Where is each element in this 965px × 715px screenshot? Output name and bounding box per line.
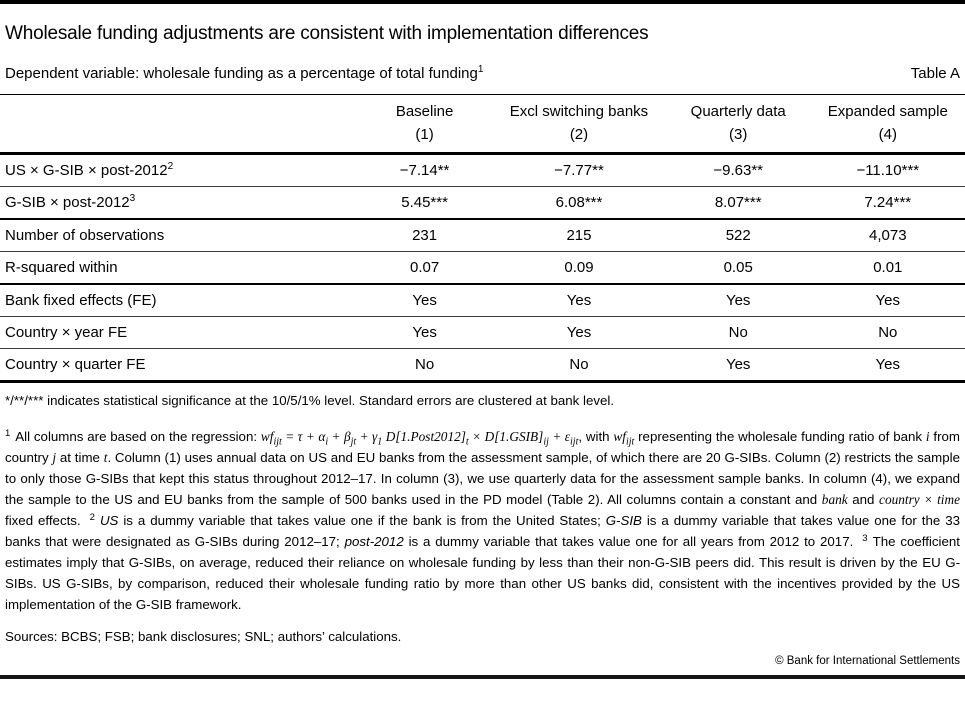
cell-value: Yes — [666, 349, 811, 382]
var-t: t — [103, 450, 108, 465]
row-label-text: Number of observations — [5, 227, 165, 244]
row-label-text: G-SIB × post-2012 — [5, 194, 130, 211]
footnotes-paragraph — [5, 426, 960, 615]
footnote-1-text: representing the wholesale funding ratio of bank — [634, 429, 926, 444]
table-row-country-year-fe — [0, 317, 965, 349]
formula-term: = τ + α — [281, 429, 326, 444]
footnote-2-marker: 2 — [89, 511, 95, 523]
cell-value: 0.09 — [492, 252, 666, 285]
formula-sub: 1 — [377, 436, 383, 448]
cell-value: 0.01 — [811, 252, 965, 285]
results-table — [0, 94, 965, 383]
formula-wf: wf — [260, 429, 274, 444]
var-i: i — [925, 429, 930, 444]
significance-note: */**/*** indicates statistical significance at the 10/5/1% level. Standard errors are clustered at bank level. — [5, 393, 615, 408]
column-number: (1) — [357, 123, 492, 154]
formula-term: + β — [328, 429, 351, 444]
footnote-1-marker: 1 — [5, 427, 11, 439]
table-label: Table A — [910, 65, 960, 82]
column-header: Quarterly data — [690, 103, 786, 120]
cell-value: 4,073 — [811, 219, 965, 252]
cell-value: No — [811, 317, 965, 349]
header-spacer — [0, 95, 357, 124]
var-gsib: G-SIB — [605, 513, 642, 528]
row-label — [0, 219, 357, 252]
copyright-notice: © Bank for International Settlements — [775, 655, 960, 667]
row-label-text: R-squared within — [5, 259, 118, 276]
subtitle-footnote-marker: 1 — [477, 64, 484, 75]
footnote-1-text: . Column (1) uses annual data on US and EU banks from the assessment sample, of which there are 20 G-SIBs. Column (2) restricts the sample to only those G-SIBs that kept this status throughout 2012–17. In column (3), we use quarterly data for the assessment sample banks. In column (4), we expand the sample to the US and EU banks from the sample of 500 banks used in the PD model (Table 2). All columns contain a constant and — [5, 450, 960, 507]
row-label — [0, 154, 357, 187]
footnote-1-text: All columns are based on the regression: — [15, 429, 261, 444]
var-bank: bank — [821, 492, 848, 507]
cell-value: 0.05 — [666, 252, 811, 285]
row-label — [0, 349, 357, 382]
sources-line: Sources: BCBS; FSB; bank disclosures; SNL; authors’ calculations. — [5, 629, 402, 644]
page-title: Wholesale funding adjustments are consistent with implementation differences — [5, 23, 649, 44]
cell-value: −7.77** — [492, 154, 666, 187]
row-label — [0, 317, 357, 349]
formula-sub: ij — [543, 436, 549, 448]
formula-wf-inline — [613, 429, 635, 448]
footnote-2-text: is a dummy variable that takes value one if the bank is from the United States; — [118, 513, 606, 528]
table-row-country-quarter-fe — [0, 349, 965, 382]
footnote-1-text: fixed effects. — [5, 513, 81, 528]
cell-value: No — [666, 317, 811, 349]
formula-term: × D[1.GSIB] — [468, 429, 544, 444]
cell-value: 8.07*** — [666, 187, 811, 220]
column-header-row — [0, 95, 965, 124]
table-row-observations — [0, 219, 965, 252]
formula-wf: wf — [613, 429, 626, 444]
cell-value: Yes — [811, 284, 965, 317]
var-country-time: country × time — [879, 492, 960, 507]
row-label — [0, 284, 357, 317]
table-row-gsib-post2012 — [0, 187, 965, 220]
footnote-1-text: , — [578, 429, 586, 444]
footnote-2-text: is a dummy variable that takes value one for all years from 2012 to 2017. — [403, 534, 854, 549]
cell-value: −7.14** — [357, 154, 492, 187]
column-number: (3) — [666, 123, 811, 154]
cell-value: Yes — [492, 317, 666, 349]
footnote-1-text: with — [585, 429, 614, 444]
cell-value: 231 — [357, 219, 492, 252]
column-number-row — [0, 123, 965, 154]
top-rule — [0, 0, 965, 4]
formula-sub: ijt — [625, 436, 635, 448]
column-number: (4) — [811, 123, 965, 154]
formula-sub: t — [465, 436, 469, 448]
footnote-2-text: is a dummy variable that takes value one for the 33 banks that were designated as G-SIBs during 2012–17; — [5, 513, 960, 549]
column-number: (2) — [492, 123, 666, 154]
footnote-1-text: at time — [56, 450, 104, 465]
row-footnote-marker: 2 — [167, 161, 174, 172]
cell-value: Yes — [666, 284, 811, 317]
row-footnote-marker: 3 — [129, 193, 136, 204]
footnote-1-text: from country — [5, 429, 960, 465]
table-row-us-gsib-post2012 — [0, 154, 965, 187]
formula-sub: ijt — [273, 436, 282, 448]
cell-value: 5.45*** — [357, 187, 492, 220]
dependent-variable-text: Dependent variable: wholesale funding as a percentage of total funding — [5, 65, 478, 82]
cell-value: −9.63** — [666, 154, 811, 187]
cell-value: No — [357, 349, 492, 382]
table-row-bank-fe — [0, 284, 965, 317]
footnote-1-text: and — [847, 492, 880, 507]
bottom-rule — [0, 675, 965, 679]
dependent-variable-note — [5, 65, 483, 83]
column-header: Expanded sample — [827, 103, 948, 120]
footnote-3-marker: 3 — [862, 532, 868, 544]
cell-value: 522 — [666, 219, 811, 252]
cell-value: −11.10*** — [811, 154, 965, 187]
cell-value: No — [492, 349, 666, 382]
var-j: j — [52, 450, 57, 465]
formula-term: + ε — [548, 429, 571, 444]
subtitle-row — [5, 65, 960, 83]
cell-value: 6.08*** — [492, 187, 666, 220]
row-label-text: US × G-SIB × post-2012 — [5, 162, 168, 179]
cell-value: 7.24*** — [811, 187, 965, 220]
formula-term: D[1.Post2012] — [382, 429, 466, 444]
row-label-text: Bank fixed effects (FE) — [5, 292, 157, 309]
table-row-rsquared — [0, 252, 965, 285]
cell-value: 215 — [492, 219, 666, 252]
formula-sub: ijt — [570, 436, 579, 448]
header-spacer — [0, 123, 357, 154]
cell-value: 0.07 — [357, 252, 492, 285]
var-post2012: post-2012 — [344, 534, 404, 549]
row-label — [0, 252, 357, 285]
regression-formula — [260, 429, 579, 448]
row-label — [0, 187, 357, 220]
column-header: Excl switching banks — [509, 103, 649, 120]
column-header: Baseline — [395, 103, 454, 120]
cell-value: Yes — [492, 284, 666, 317]
cell-value: Yes — [357, 284, 492, 317]
formula-sub: i — [325, 436, 329, 448]
cell-value: Yes — [357, 317, 492, 349]
cell-value: Yes — [811, 349, 965, 382]
row-label-text: Country × year FE — [5, 324, 128, 341]
footnote-3-text: The coefficient estimates imply that G-SIBs, on average, reduced their reliance on wholesale funding by less than their non-G-SIB peers did. This result is driven by the EU G-SIBs. US G-SIBs, by comparison, reduced their wholesale funding ratio by more than other US banks did, consistent with the incentives provided by the US implementation of the G-SIB framework. — [5, 534, 960, 612]
row-label-text: Country × quarter FE — [5, 356, 146, 373]
formula-term: + γ — [356, 429, 378, 444]
var-us: US — [99, 513, 119, 528]
formula-sub: jt — [350, 436, 357, 448]
